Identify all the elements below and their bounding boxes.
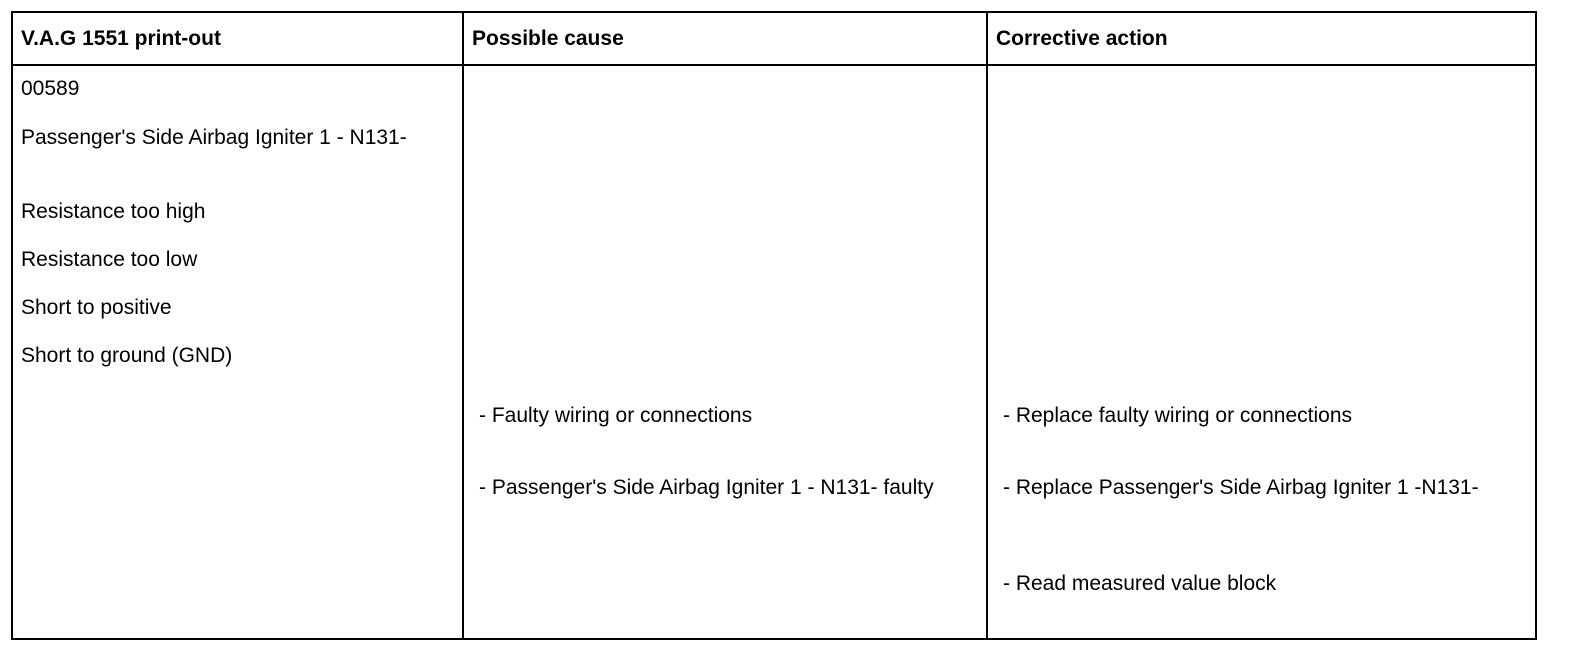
fault-type-resistance-low: Resistance too low — [21, 248, 198, 271]
action-read-measured-value: - Read measured value block — [1003, 572, 1277, 595]
cause-wiring: - Faulty wiring or connections — [479, 404, 753, 427]
fault-type-short-ground: Short to ground (GND) — [21, 344, 233, 367]
header-possible-cause: Possible cause — [462, 13, 986, 66]
header-printout: V.A.G 1551 print-out — [13, 13, 462, 66]
action-replace-wiring: - Replace faulty wiring or connections — [1003, 404, 1353, 427]
fault-type-resistance-high: Resistance too high — [21, 200, 206, 223]
possible-cause-cell — [462, 66, 986, 638]
fault-type-short-positive: Short to positive — [21, 296, 172, 319]
fault-code: 00589 — [21, 77, 80, 100]
corrective-action-cell — [986, 66, 1535, 638]
fault-component: Passenger's Side Airbag Igniter 1 - N131- — [21, 126, 407, 149]
cause-igniter-faulty: - Passenger's Side Airbag Igniter 1 - N131- faulty — [479, 476, 934, 499]
printout-cell — [13, 66, 462, 638]
action-replace-igniter: - Replace Passenger's Side Airbag Igniter 1 -N131- — [1003, 476, 1479, 499]
fault-table — [11, 11, 1537, 640]
header-corrective-action: Corrective action — [986, 13, 1535, 66]
